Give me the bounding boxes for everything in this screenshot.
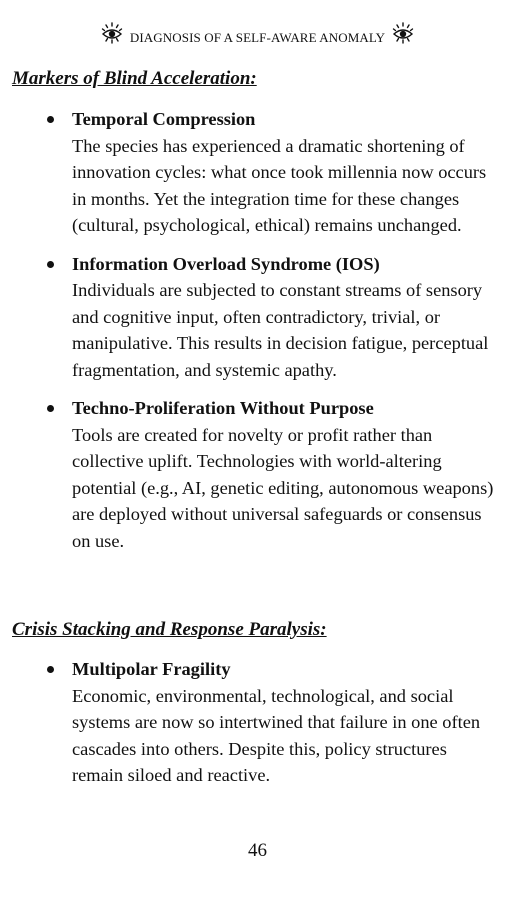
page-number: 46 [248, 840, 267, 861]
bullet-icon [47, 405, 54, 412]
list-item [0, 395, 515, 554]
list-item [0, 106, 515, 239]
header-title: DIAGNOSIS OF A SELF-AWARE ANOMALY [129, 30, 386, 46]
eye-icon [101, 22, 123, 44]
list-item [0, 251, 515, 384]
item-title: Temporal Compression [72, 109, 256, 129]
running-header [0, 22, 515, 46]
eye-icon [392, 22, 414, 44]
bullet-icon [47, 116, 54, 123]
item-text: Economic, environmental, technological, and social systems are now so intertwined that failure in one often cascades into others. Despite this, policy structures remain siloed and reactive. [72, 685, 481, 785]
markers-list [0, 106, 515, 566]
item-title: Multipolar Fragility [72, 659, 231, 679]
bullet-icon [47, 666, 54, 673]
item-title: Information Overload Syndrome (IOS) [72, 253, 380, 274]
crisis-list [0, 656, 515, 801]
item-text: The species has experienced a dramatic shortening of innovation cycles: what once took millennia now occurs in months. Yet the integration time for these changes (cultural, psychological, ethical) remains unchanged. [72, 135, 487, 235]
bullet-icon [47, 261, 54, 268]
item-text: Individuals are subjected to constant streams of sensory and cognitive input, often contradictory, trivial, or manipulative. This results in decision fatigue, perceptual fragmentation, and systemic apathy. [72, 280, 489, 380]
section-heading-crisis: Crisis Stacking and Response Paralysis: [12, 619, 327, 640]
item-text: Tools are created for novelty or profit rather than collective uplift. Technologies with world-altering potential (e.g., AI, genetic editing, autonomous weapons) are deployed without universal safeguards or consensus on use. [72, 424, 494, 551]
list-item [0, 656, 515, 789]
item-title: Techno-Proliferation Without Purpose [72, 398, 374, 418]
section-heading-markers: Markers of Blind Acceleration: [12, 68, 257, 89]
